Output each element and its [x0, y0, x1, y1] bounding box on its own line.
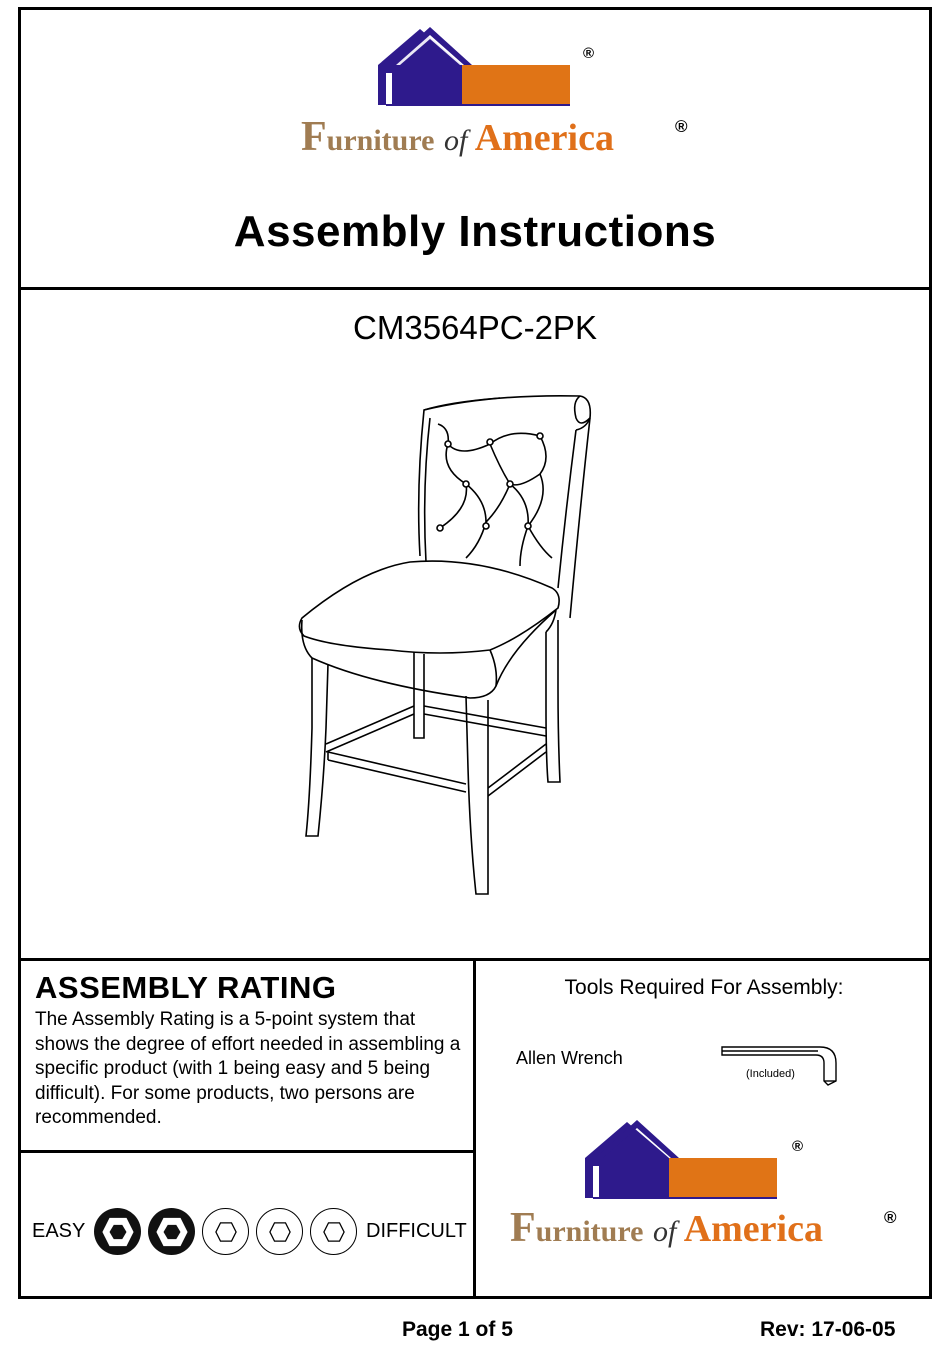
brand-word-of: of — [652, 1215, 677, 1248]
hex-bolt-icon — [269, 1221, 291, 1243]
brand-initial: F — [510, 1205, 536, 1251]
brand-wordmark — [301, 113, 614, 161]
rating-dot-4-empty — [256, 1208, 303, 1255]
brand-initial: F — [301, 114, 327, 160]
rating-scale — [94, 1208, 357, 1255]
rating-difficult-label: DIFFICULT — [366, 1220, 467, 1242]
rating-dot-1-filled — [94, 1208, 141, 1255]
tool-allen-wrench-note: (Included) — [746, 1068, 795, 1080]
revision-label: Rev: 17-06-05 — [760, 1318, 896, 1341]
rating-dot-5-empty — [310, 1208, 357, 1255]
page-title: Assembly Instructions — [233, 207, 717, 256]
logo-registered-mark-top: ® — [792, 1138, 804, 1155]
page-number: Page 1 of 5 — [402, 1318, 513, 1341]
rating-dot-3-empty — [202, 1208, 249, 1255]
brand-word-furniture: urniture — [535, 1215, 644, 1248]
tool-allen-wrench-label: Allen Wrench — [516, 1048, 623, 1068]
allen-wrench-icon — [720, 1043, 842, 1087]
model-number: CM3564PC-2PK — [353, 309, 597, 346]
rating-dot-2-filled — [148, 1208, 195, 1255]
assembly-rating-title: ASSEMBLY RATING — [35, 970, 337, 1005]
logo-registered-mark-top: ® — [583, 45, 595, 62]
divider-rating-scale — [18, 1150, 475, 1153]
tools-title: Tools Required For Assembly: — [564, 976, 844, 999]
rating-easy-label: EASY — [32, 1220, 86, 1242]
hex-bolt-icon — [215, 1221, 237, 1243]
hex-bolt-icon — [323, 1221, 345, 1243]
brand-wordmark — [510, 1204, 823, 1252]
house-logo-icon — [358, 25, 598, 115]
hex-bolt-icon — [101, 1215, 135, 1249]
house-logo-icon — [565, 1118, 805, 1208]
hex-bolt-icon — [155, 1215, 189, 1249]
brand-logo-bottom — [490, 1118, 910, 1258]
brand-word-america: America — [683, 1208, 823, 1250]
brand-logo — [283, 25, 703, 165]
chair-illustration — [290, 388, 620, 908]
header-section — [18, 7, 932, 290]
logo-registered-mark: ® — [675, 117, 688, 136]
brand-word-of: of — [443, 124, 468, 157]
brand-word-furniture: urniture — [326, 124, 435, 157]
assembly-rating-description: The Assembly Rating is a 5-point system that shows the degree of effort needed in assembling a specific product (with 1 being easy and 5 being difficult). For some products, two persons are recommended. — [35, 1009, 461, 1128]
divider-bottom-vertical — [473, 960, 476, 1298]
brand-word-america: America — [474, 117, 614, 159]
logo-registered-mark: ® — [884, 1208, 897, 1227]
